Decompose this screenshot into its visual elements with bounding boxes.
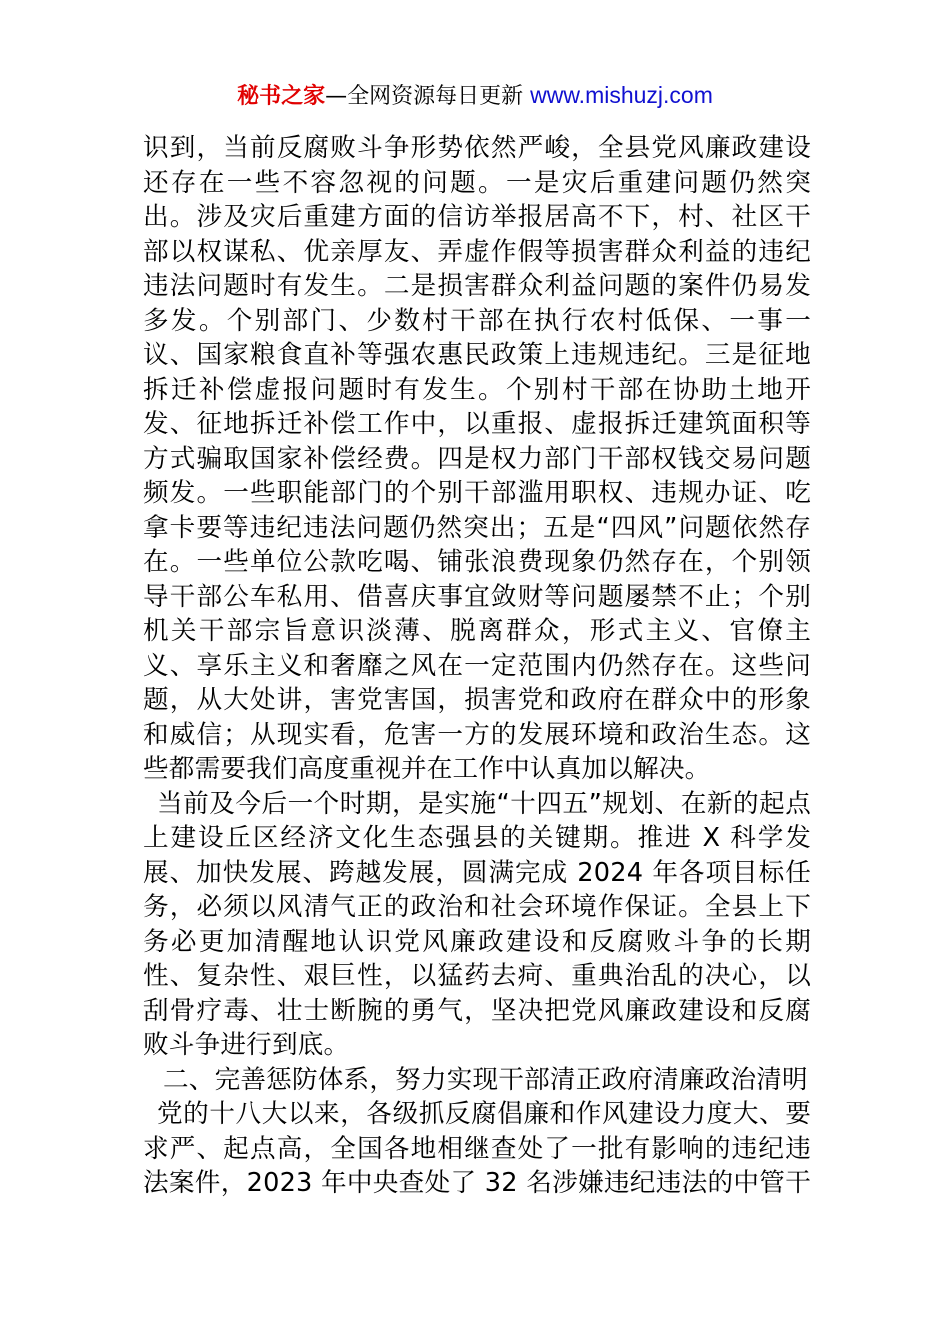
text-line: 和威信；从现实看，危害一方的发展环境和政治生态。这 [143, 719, 811, 750]
text-line: 务，必须以风清气正的政治和社会环境作保证。全县上下 [143, 892, 811, 922]
text-line: 性、复杂性、艰巨性，以猛药去疴、重典治乱的决心，以 [143, 961, 811, 991]
text-line: 多发。个别部门、少数村干部在执行农村低保、一事一 [143, 305, 811, 336]
text-line: 出。涉及灾后重建方面的信访举报居高不下，村、社区干 [143, 202, 811, 232]
text-line: 败斗争进行到底。 [143, 1030, 350, 1060]
text-line: 义、享乐主义和奢靡之风在一定范围内仍然存在。这些问 [143, 650, 811, 681]
text-line: 机关干部宗旨意识淡薄、脱离群众，形式主义、官僚主 [143, 616, 811, 646]
text-line: 些都需要我们高度重视并在工作中认真加以解决。 [143, 754, 711, 784]
site-url-link[interactable]: www.mishuzj.com [530, 82, 713, 108]
text-line: 导干部公车私用、借喜庆事宜敛财等问题屡禁不止；个别 [143, 581, 811, 612]
text-line: 发、征地拆迁补偿工作中，以重报、虚报拆迁建筑面积等 [143, 409, 811, 439]
document-body [143, 131, 811, 1201]
text-line: 求严、起点高，全国各地相继查处了一批有影响的违纪违 [143, 1133, 811, 1164]
section-heading: 二、完善惩防体系，努力实现干部清正政府清廉政治清明 [163, 1064, 808, 1095]
text-line: 识到，当前反腐败斗争形势依然严峻，全县党风廉政建设 [143, 133, 811, 163]
text-line: 方式骗取国家补偿经费。四是权力部门干部权钱交易问题 [143, 443, 811, 474]
text-line: 刮骨疗毒、壮士断腕的勇气，坚决把党风廉政建设和反腐 [143, 995, 811, 1026]
text-line: 展、加快发展、跨越发展，圆满完成 2024 年各项目标任 [143, 857, 811, 888]
text-line: 在。一些单位公款吃喝、铺张浪费现象仍然存在，个别领 [143, 547, 811, 577]
text-line: 还存在一些不容忽视的问题。一是灾后重建问题仍然突 [143, 167, 811, 198]
text-line: 部以权谋私、优亲厚友、弄虚作假等损害群众利益的违纪 [143, 236, 811, 267]
text-line: 拆迁补偿虚报问题时有发生。个别村干部在协助土地开 [143, 374, 811, 405]
text-line: 题，从大处讲，害党害国，损害党和政府在群众中的形象 [143, 685, 811, 715]
text-line: 务必更加清醒地认识党风廉政建设和反腐败斗争的长期 [143, 926, 811, 957]
text-line: 当前及今后一个时期，是实施“十四五”规划、在新的起点 [157, 788, 811, 819]
text-line: 上建设丘区经济文化生态强县的关键期。推进 X 科学发 [143, 823, 811, 853]
page-header [0, 78, 950, 114]
text-line: 党的十八大以来，各级抓反腐倡廉和作风建设力度大、要 [157, 1099, 811, 1129]
text-line: 议、国家粮食直补等强农惠民政策上违规违纪。三是征地 [143, 340, 811, 370]
text-line: 频发。一些职能部门的个别干部滥用职权、违规办证、吃 [143, 478, 811, 508]
site-tagline: —全网资源每日更新 [325, 84, 531, 109]
text-line: 违法问题时有发生。二是损害群众利益问题的案件仍易发 [143, 271, 811, 301]
text-line: 拿卡要等违纪违法问题仍然突出；五是“四风”问题依然存 [143, 512, 811, 543]
text-line: 法案件，2023 年中央查处了 32 名涉嫌违纪违法的中管干 [143, 1168, 811, 1198]
site-brand: 秘书之家 [237, 84, 326, 109]
